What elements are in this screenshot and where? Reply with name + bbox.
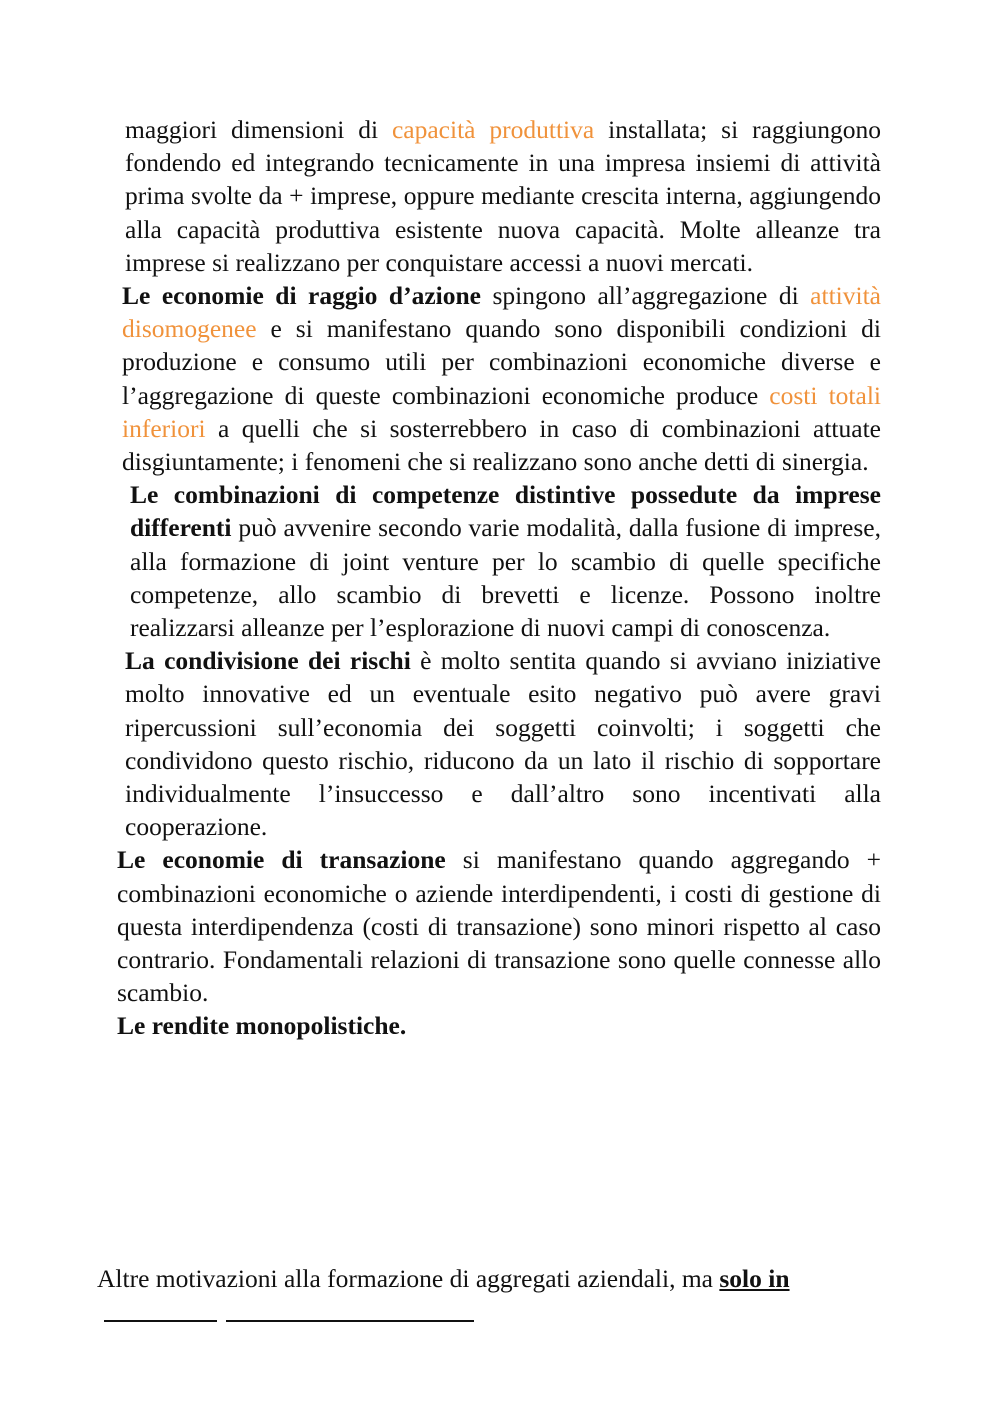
blank-rule xyxy=(104,1320,217,1322)
paragraph-capacity xyxy=(125,113,881,279)
paragraph-monopoly-rents xyxy=(117,1009,881,1042)
paragraph-heading: Le rendite monopolistiche. xyxy=(117,1011,407,1041)
paragraph-competences xyxy=(130,478,881,644)
text: e si manifestano quando sono disponibili condizioni di produzione e consumo utili per combinazioni economiche diverse e l’aggregazione di queste combinazioni economiche produce xyxy=(122,314,881,410)
paragraph-heading: Le economie di raggio d’azione xyxy=(122,281,481,311)
paragraph-heading: La condivisione dei rischi xyxy=(125,646,411,676)
document-body xyxy=(117,113,882,1043)
highlighted-term: costi totali inferiori xyxy=(122,380,881,443)
paragraph-heading: Le economie di transazione xyxy=(117,845,446,875)
text: installata; si raggiungono fondendo ed integrando tecnicamente in una impresa insiemi di attività prima svolte da + imprese, oppure mediante crescita interna, aggiungendo alla capacità produttiva esistente nuova capacità. Molte alleanze tra imprese si realizzano per conquistare accessi a nuovi mercati. xyxy=(125,115,881,277)
paragraph-transaction-economies xyxy=(117,843,881,1009)
text: si manifestano quando aggregando + combinazioni economiche o aziende interdipendenti, i costi di gestione di questa interdipendenza (costi di transazione) sono minori rispetto al caso contrario. Fondamentali relazioni di transazione sono quelle connesse allo scambio. xyxy=(117,845,882,1008)
paragraph-risk-sharing xyxy=(125,644,881,843)
highlighted-term: capacità produttiva xyxy=(391,115,595,144)
text: può avvenire secondo varie modalità, dalla fusione di imprese, alla formazione di joint venture per lo scambio di quelle specifiche competenze, allo scambio di brevetti e licenze. Possono inoltre realizzarsi alleanze per l’esplorazione di nuovi campi di conoscenza. xyxy=(130,513,881,643)
highlighted-term: attività disomogenee xyxy=(122,281,881,344)
text: spingono all’aggregazione di xyxy=(480,281,811,311)
paragraph-economies-of-scope xyxy=(122,279,881,478)
footer-sentence xyxy=(97,1262,887,1295)
blank-rule xyxy=(226,1320,474,1322)
text: è molto sentita quando si avviano iniziative molto innovative ed un eventuale esito negativo può avere gravi ripercussioni sull’economia dei soggetti coinvolti; i soggetti che condividono questo rischio, riducono da un lato il rischio di sopportare individualmente l’insuccesso e dall’altro sono incentivati alla cooperazione. xyxy=(125,646,882,842)
footer-text: Altre motivazioni alla formazione di aggregati aziendali, ma xyxy=(97,1264,720,1293)
paragraph-heading: Le combinazioni di competenze distintive possedute da imprese differenti xyxy=(130,480,881,543)
text: a quelli che si sosterrebbero in caso di combinazioni attuate disgiuntamente; i fenomeni che si realizzano sono anche detti di sinergia. xyxy=(122,413,881,477)
text: maggiori dimensioni di xyxy=(125,115,392,144)
footer-underlined-text: solo in xyxy=(719,1264,790,1293)
